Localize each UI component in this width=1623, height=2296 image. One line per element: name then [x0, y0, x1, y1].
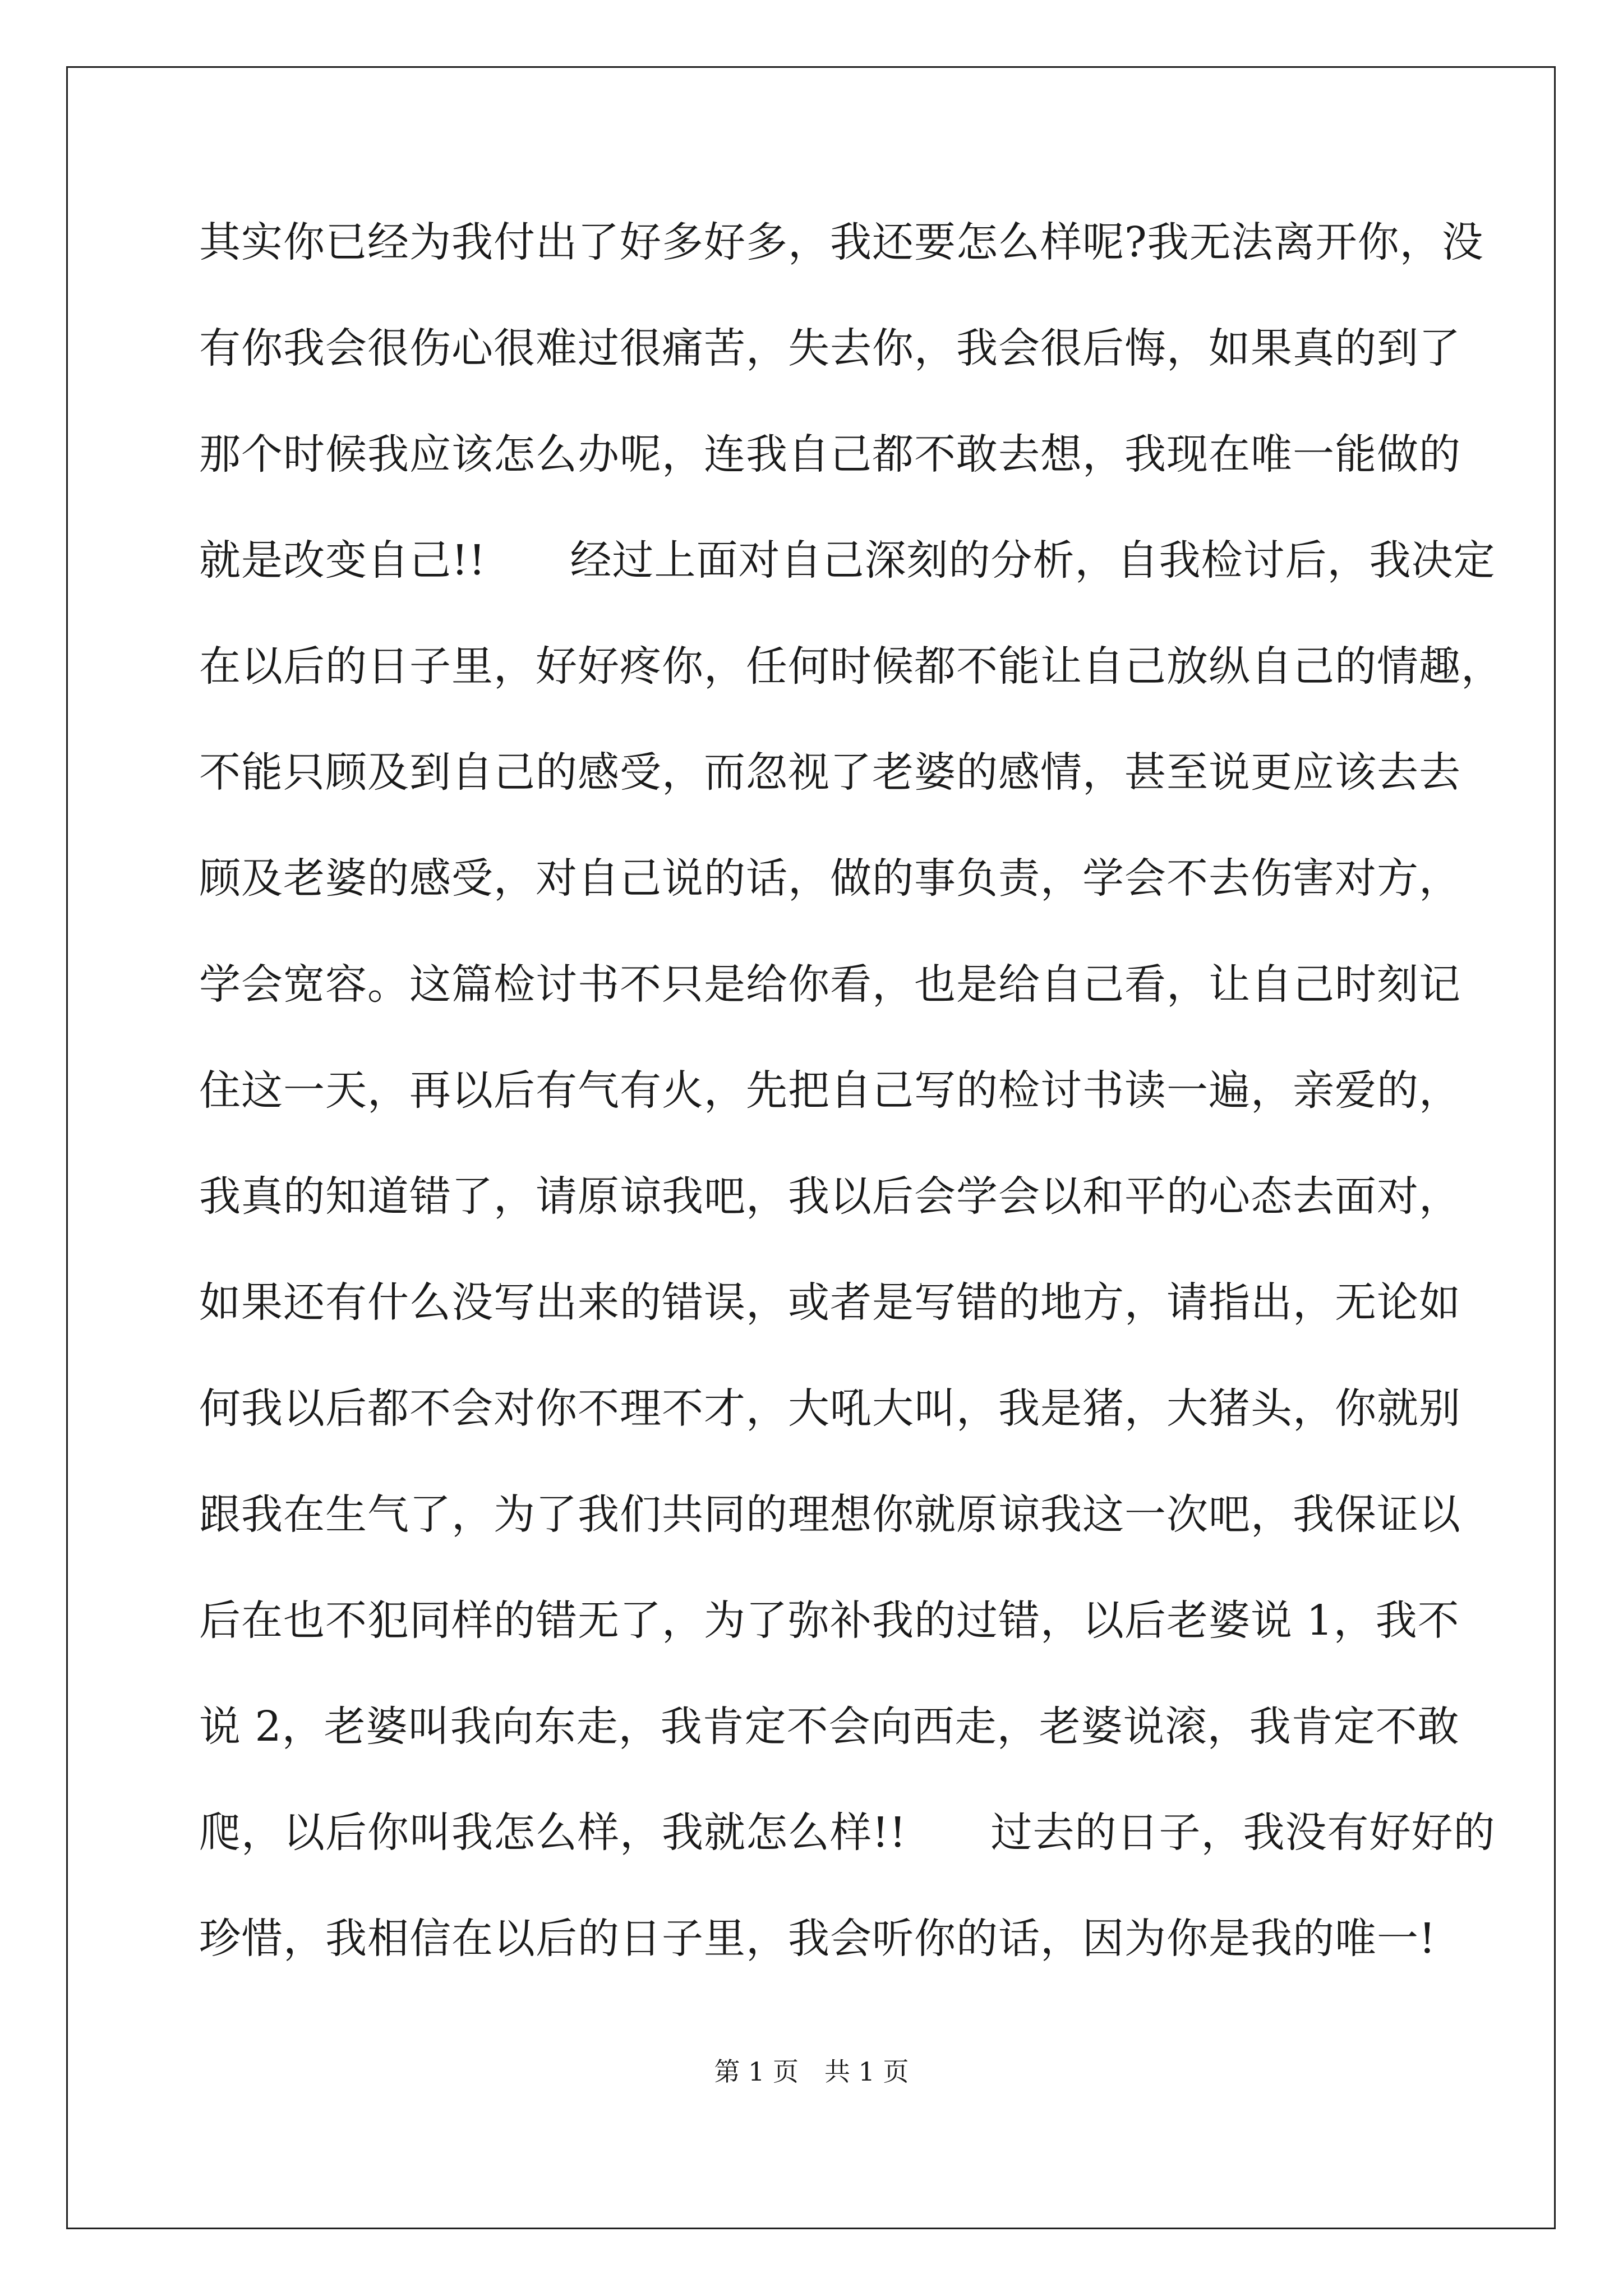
text-line: 如果还有什么没写出来的错误，或者是写错的地方，请指出，无论如	[199, 1278, 1461, 1327]
document-body	[199, 218, 1503, 2024]
text-line: 就是改变自己!! 经过上面对自己深刻的分析，自我检讨后，我决定	[199, 536, 1496, 585]
text-line: 我真的知道错了，请原谅我吧，我以后会学会以和平的心态去面对，	[199, 1172, 1461, 1221]
text-line: 跟我在生气了，为了我们共同的理想你就原谅我这一次吧，我保证以	[199, 1490, 1461, 1539]
text-line: 爬，以后你叫我怎么样，我就怎么样!! 过去的日子，我没有好好的	[199, 1809, 1496, 1857]
text-line: 学会宽容。这篇检讨书不只是给你看，也是给自己看，让自己时刻记	[199, 960, 1461, 1009]
page-footer: 第 1 页 共 1 页	[714, 2056, 909, 2087]
text-line: 顾及老婆的感受，对自己说的话，做的事负责，学会不去伤害对方，	[199, 854, 1461, 903]
text-line: 珍惜，我相信在以后的日子里，我会听你的话，因为你是我的唯一!	[199, 1915, 1436, 1963]
text-line: 后在也不犯同样的错无了，为了弥补我的过错，以后老婆说 1，我不	[199, 1596, 1460, 1645]
text-line: 有你我会很伤心很难过很痛苦，失去你，我会很后悔，如果真的到了	[199, 324, 1461, 372]
text-line: 住这一天，再以后有气有火，先把自己写的检讨书读一遍，亲爱的，	[199, 1066, 1461, 1115]
text-line: 那个时候我应该怎么办呢，连我自己都不敢去想，我现在唯一能做的	[199, 430, 1461, 478]
text-line: 不能只顾及到自己的感受，而忽视了老婆的感情，甚至说更应该去去	[199, 748, 1461, 797]
text-line: 其实你已经为我付出了好多好多，我还要怎么样呢?我无法离开你，没	[199, 218, 1484, 266]
text-line: 在以后的日子里，好好疼你，任何时候都不能让自己放纵自己的情趣，	[199, 642, 1503, 691]
text-line: 何我以后都不会对你不理不才，大吼大叫，我是猪，大猪头，你就别	[199, 1384, 1461, 1433]
text-line: 说 2，老婆叫我向东走，我肯定不会向西走，老婆说滚，我肯定不敢	[199, 1703, 1460, 1751]
